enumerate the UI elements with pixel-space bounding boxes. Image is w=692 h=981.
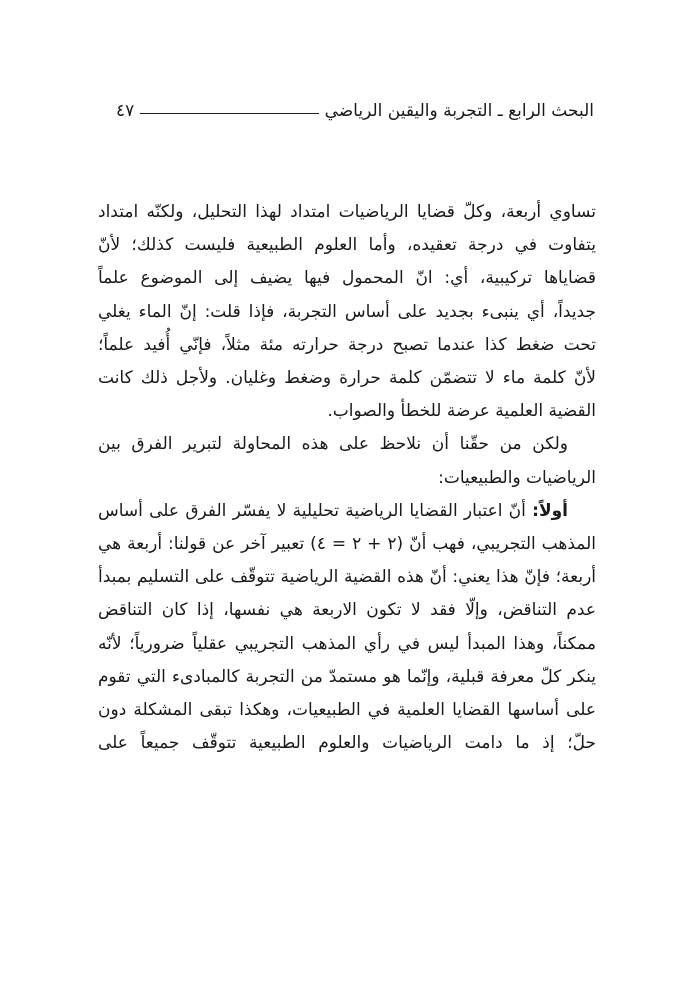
text-line: المذهب التجريبي، فهب أنّ (٢ + ٢ = ٤) تعبير آخر عن قولنا: أربعة هي [98, 534, 596, 555]
text-line: ممكناً، وهذا المبدأ ليس في رأي المذهب التجريبي عقلياً ضرورياً؛ لأنّه [98, 633, 596, 654]
text-line: الرياضيات والطبيعيات: [438, 467, 596, 488]
text-line: تحت ضغط كذا عندما تصبح درجة حرارته مئة مثلاً، فإنّي أُفيد علماً؛ [98, 334, 596, 355]
text-run: أنّ اعتبار القضايا الرياضية تحليلية لا يفسّر الفرق على أساس [98, 500, 533, 521]
text-line: حلّ؛ إذ ما دامت الرياضيات والعلوم الطبيعية تتوقّف جميعاً على [98, 733, 596, 754]
text-line: قضاياها تركيبية، أي: انّ المحمول فيها يضيف إلى الموضوع علماً [98, 268, 596, 289]
text-line: لأنّ كلمة ماء لا تتضمّن كلمة حرارة وضغط وغليان. ولأجل ذلك كانت [98, 368, 596, 389]
text-line: عدم التناقض، وإلّا فقد لا تكون الاربعة هي نفسها، إذا كان التناقض [98, 600, 596, 621]
text-line: على أساسها القضايا العلمية في الطبيعيات، وهكذا تبقى المشكلة دون [98, 700, 596, 721]
text-line: يتفاوت في درجة تعقيده، وأما العلوم الطبيعية فليست كذلك؛ لأنّ [98, 235, 596, 256]
text-line: القضية العلمية عرضة للخطأ والصواب. [327, 401, 596, 422]
running-header [116, 96, 594, 126]
header-rule [140, 113, 318, 114]
page-number: ٤٧ [116, 101, 135, 121]
text-line: تساوي أربعة، وكلّ قضايا الرياضيات امتداد لهذا التحليل، ولكنّه امتداد [98, 202, 596, 222]
body-text [98, 196, 596, 760]
text-line: ينكر كلّ معرفة قبلية، وإنّما هو مستمدّ من التجربة كالمبادىء التي تقوم [98, 666, 596, 687]
chapter-title: البحث الرابع ـ التجربة واليقين الرياضي [324, 101, 594, 121]
point-marker: أولاً: [532, 500, 568, 521]
text-line: جديداً، أي ينبىء بجديد على أساس التجربة، فإذا قلت: إنّ الماء يغلي [98, 301, 596, 322]
text-line: ولكن من حقّنا أن نلاحظ على هذه المحاولة لتبرير الفرق بين [98, 434, 568, 455]
text-line [98, 495, 596, 528]
text-line: أربعة؛ فإنّ هذا يعني: أنّ هذه القضية الرياضية تتوقّف على التسليم بمبدأ [98, 567, 596, 588]
